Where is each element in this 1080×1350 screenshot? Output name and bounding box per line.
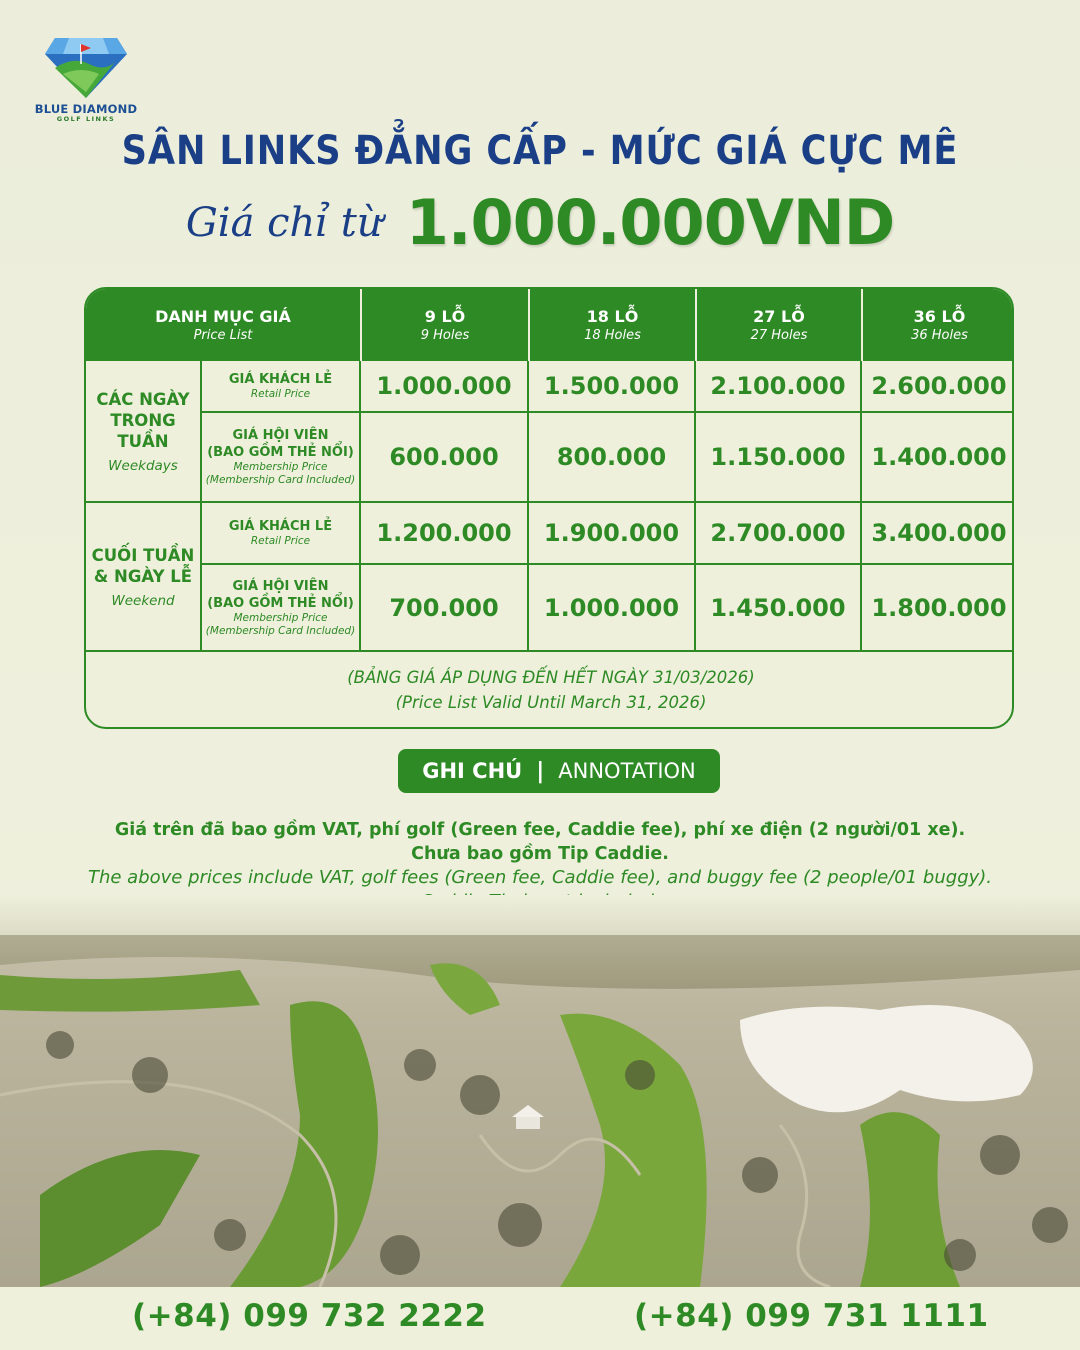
note-vn-2: Chưa bao gồm Tip Caddie. bbox=[411, 844, 669, 864]
price-from-label: Giá chỉ từ bbox=[185, 199, 383, 246]
price-cell: 1.900.000 bbox=[543, 519, 680, 547]
group-label: CÁC NGÀY bbox=[96, 389, 190, 409]
price-cell: 1.150.000 bbox=[710, 443, 846, 471]
table-header-label bbox=[86, 289, 360, 361]
price-cell: 700.000 bbox=[389, 593, 499, 622]
headline: SÂN LINKS ĐẲNG CẤP - MỨC GIÁ CỰC MÊ bbox=[121, 128, 959, 174]
price-type-sub: Membership Price bbox=[233, 461, 328, 473]
column-9-holes bbox=[362, 289, 528, 361]
price-cell: 2.100.000 bbox=[710, 372, 846, 400]
price-type-sub: Retail Price bbox=[250, 388, 311, 400]
price-cell: 1.200.000 bbox=[376, 519, 512, 547]
price-type-label: (BAO GỒM THẺ NỔI) bbox=[207, 445, 354, 460]
price-cell: 2.700.000 bbox=[710, 519, 846, 547]
column-sub: 18 Holes bbox=[584, 328, 641, 343]
price-type-label: GIÁ KHÁCH LẺ bbox=[228, 372, 333, 387]
price-cell: 1.400.000 bbox=[871, 443, 1007, 471]
price-type-label: GIÁ KHÁCH LẺ bbox=[228, 519, 333, 534]
price-type-label: (BAO GỒM THẺ NỔI) bbox=[207, 595, 354, 611]
price-type-retail bbox=[202, 361, 359, 411]
validity-note bbox=[86, 652, 1014, 727]
column-label: 9 LỖ bbox=[424, 307, 466, 326]
column-36-holes bbox=[863, 289, 1014, 361]
price-from bbox=[0, 186, 1080, 259]
header-sub: Price List bbox=[193, 328, 253, 343]
column-label: 36 LỖ bbox=[913, 307, 966, 326]
price-type-sub: (Membership Card Included) bbox=[205, 624, 356, 637]
column-sub: 36 Holes bbox=[911, 328, 968, 343]
column-label: 18 LỖ bbox=[586, 307, 639, 326]
annotation-vn: GHI CHÚ bbox=[422, 759, 523, 783]
validity-en: (Price List Valid Until March 31, 2026) bbox=[395, 692, 707, 712]
phone-number-1[interactable]: (+84) 099 732 2222 bbox=[132, 1298, 487, 1334]
validity-vn: (BẢNG GIÁ ÁP DỤNG ĐẾN HẾT NGÀY 31/03/2026) bbox=[347, 667, 755, 687]
group-weekend bbox=[86, 503, 200, 650]
price-cell: 800.000 bbox=[556, 443, 667, 471]
group-sub: Weekend bbox=[111, 592, 175, 609]
price-type-label: GIÁ HỘI VIÊN bbox=[232, 578, 329, 594]
price-cell: 1.450.000 bbox=[710, 593, 846, 622]
group-weekdays bbox=[86, 361, 200, 501]
price-type-membership bbox=[202, 413, 359, 501]
golf-course-aerial-image bbox=[0, 895, 1080, 1287]
note-vn-1: Giá trên đã bao gồm VAT, phí golf (Green fee, Caddie fee), phí xe điện (2 người/01 xe). bbox=[114, 820, 966, 840]
column-18-holes bbox=[530, 289, 695, 361]
group-label: TRONG TUẦN bbox=[110, 410, 176, 451]
price-type-membership bbox=[202, 565, 359, 650]
price-type-label: GIÁ HỘI VIÊN bbox=[232, 428, 329, 443]
column-27-holes bbox=[697, 289, 861, 361]
brand-name: BLUE DIAMOND bbox=[34, 102, 138, 116]
group-label: & NGÀY LỄ bbox=[93, 566, 193, 586]
price-from-amount: 1.000.000VND bbox=[405, 186, 895, 259]
column-sub: 27 Holes bbox=[750, 328, 808, 343]
note-en-1: The above prices include VAT, golf fees (Green fee, Caddie fee), and buggy fee (2 people/01 buggy). bbox=[87, 867, 993, 888]
annotation-separator: | bbox=[536, 758, 545, 784]
price-type-sub: Retail Price bbox=[250, 535, 311, 547]
group-label: CUỐI TUẦN bbox=[91, 545, 195, 565]
brand-sub: GOLF LINKS bbox=[56, 115, 116, 123]
price-cell: 3.400.000 bbox=[871, 519, 1007, 547]
price-type-retail bbox=[202, 503, 359, 563]
price-cell: 1.800.000 bbox=[871, 593, 1007, 622]
phone-number-2[interactable]: (+84) 099 731 1111 bbox=[634, 1298, 989, 1334]
group-sub: Weekdays bbox=[108, 457, 178, 474]
column-label: 27 LỖ bbox=[753, 307, 805, 326]
price-type-sub: Membership Price bbox=[233, 611, 328, 624]
price-cell: 1.500.000 bbox=[543, 372, 680, 400]
annotation-en: ANNOTATION bbox=[558, 759, 696, 783]
price-cell: 2.600.000 bbox=[871, 372, 1007, 400]
brand-logo bbox=[34, 34, 138, 123]
column-sub: 9 Holes bbox=[420, 328, 470, 343]
annotation-heading bbox=[398, 749, 720, 793]
header-title: DANH MỤC GIÁ bbox=[155, 307, 291, 326]
price-cell: 600.000 bbox=[389, 443, 499, 471]
price-cell: 1.000.000 bbox=[376, 372, 512, 400]
diamond-logo-icon bbox=[43, 34, 129, 100]
price-type-sub: (Membership Card Included) bbox=[205, 474, 356, 486]
price-cell: 1.000.000 bbox=[543, 593, 680, 622]
price-table bbox=[84, 287, 1014, 729]
